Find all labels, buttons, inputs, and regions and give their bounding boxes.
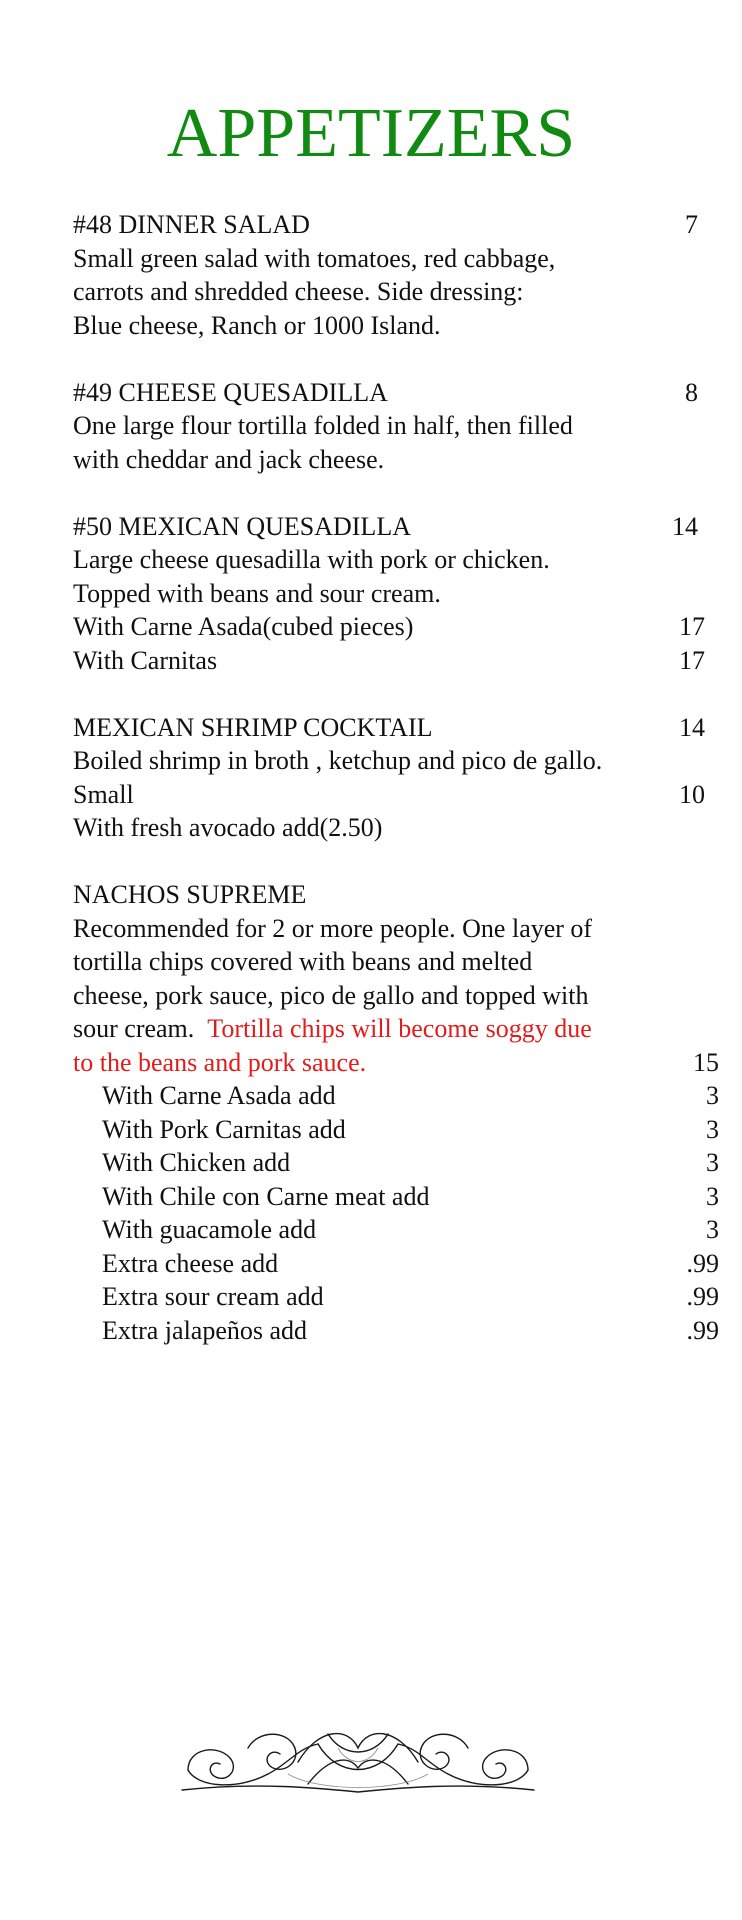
option-line xyxy=(73,644,705,678)
addon-line xyxy=(73,1314,719,1348)
option-price: 17 xyxy=(679,645,705,675)
addon-price: .99 xyxy=(686,1282,719,1311)
addon-price: 3 xyxy=(706,1114,719,1144)
item-desc-line: Recommended for 2 or more people. One layer of xyxy=(73,913,593,943)
option-price: 10 xyxy=(679,779,705,809)
item-desc-line: Blue cheese, Ranch or 1000 Island. xyxy=(73,310,441,340)
addon-line xyxy=(73,1280,719,1314)
item-desc-line: With fresh avocado add(2.50) xyxy=(73,813,383,842)
dinner-salad-heading xyxy=(73,208,698,242)
spacer xyxy=(73,342,673,376)
option-label: With Carnitas xyxy=(73,645,218,675)
addon-label: With Chicken add xyxy=(102,1148,291,1177)
addon-price: 3 xyxy=(706,1148,719,1177)
warning-text: to the beans and pork sauce. xyxy=(73,1047,367,1077)
warning-text: Tortilla chips will become soggy due xyxy=(207,1014,592,1043)
addon-line xyxy=(73,1213,719,1247)
item-price: 14 xyxy=(679,712,705,742)
item-price: 14 xyxy=(672,511,698,541)
nachos-heading xyxy=(73,878,673,912)
item-name: NACHOS SUPREME xyxy=(73,880,307,909)
item-desc-line: with cheddar and jack cheese. xyxy=(73,444,385,474)
addon-price: 3 xyxy=(706,1081,719,1110)
addon-label: With Pork Carnitas add xyxy=(102,1114,346,1144)
option-line xyxy=(73,778,705,812)
addon-price: .99 xyxy=(686,1248,719,1278)
addon-label: With Chile con Carne meat add xyxy=(102,1181,430,1211)
addon-label: With Carne Asada add xyxy=(102,1081,336,1110)
menu-list xyxy=(73,208,719,1347)
item-name: #48 DINNER SALAD xyxy=(73,210,310,239)
addon-label: Extra sour cream add xyxy=(102,1282,324,1311)
addon-label: Extra cheese add xyxy=(102,1248,279,1278)
item-price: 7 xyxy=(685,210,698,239)
addon-line xyxy=(73,1113,719,1147)
item-desc-line: Topped with beans and sour cream. xyxy=(73,578,441,608)
addon-line xyxy=(73,1079,719,1113)
item-desc-line xyxy=(73,1012,673,1046)
cheese-quesadilla-heading xyxy=(73,376,698,410)
addon-line xyxy=(73,1146,719,1180)
flourish-ornament-icon xyxy=(178,1718,538,1808)
addon-line xyxy=(73,1247,719,1281)
item-price: 15 xyxy=(693,1047,719,1077)
item-desc-line: Boiled shrimp in broth , ketchup and pico de gallo. xyxy=(73,746,603,775)
desc-text: sour cream. xyxy=(73,1014,195,1043)
option-line xyxy=(73,610,705,644)
addon-price: .99 xyxy=(686,1315,719,1345)
addon-price: 3 xyxy=(706,1215,719,1244)
option-label: Small xyxy=(73,779,134,809)
spacer xyxy=(73,476,673,510)
item-name: MEXICAN SHRIMP COCKTAIL xyxy=(73,712,433,742)
item-desc-line: Large cheese quesadilla with pork or chicken. xyxy=(73,545,550,574)
spacer xyxy=(73,845,673,879)
page-title: APPETIZERS xyxy=(166,95,576,172)
option-label: With Carne Asada(cubed pieces) xyxy=(73,612,414,641)
shrimp-cocktail-heading xyxy=(73,711,705,745)
addon-label: Extra jalapeños add xyxy=(102,1315,308,1345)
item-price: 8 xyxy=(685,377,698,407)
item-desc-line: carrots and shredded cheese. Side dressing: xyxy=(73,277,524,306)
item-desc-line: cheese, pork sauce, pico de gallo and topped with xyxy=(73,980,589,1010)
item-desc-line: Small green salad with tomatoes, red cabbage, xyxy=(73,243,556,273)
item-desc-line xyxy=(73,1046,719,1080)
item-desc-line: One large flour tortilla folded in half, then filled xyxy=(73,411,573,440)
option-price: 17 xyxy=(679,612,705,641)
spacer xyxy=(73,677,673,711)
item-name: #49 CHEESE QUESADILLA xyxy=(73,377,388,407)
addon-label: With guacamole add xyxy=(102,1215,317,1244)
addon-price: 3 xyxy=(706,1181,719,1211)
item-desc-line: tortilla chips covered with beans and melted xyxy=(73,947,533,976)
item-name: #50 MEXICAN QUESADILLA xyxy=(73,511,411,541)
addon-line xyxy=(73,1180,719,1214)
mexican-quesadilla-heading xyxy=(73,510,698,544)
